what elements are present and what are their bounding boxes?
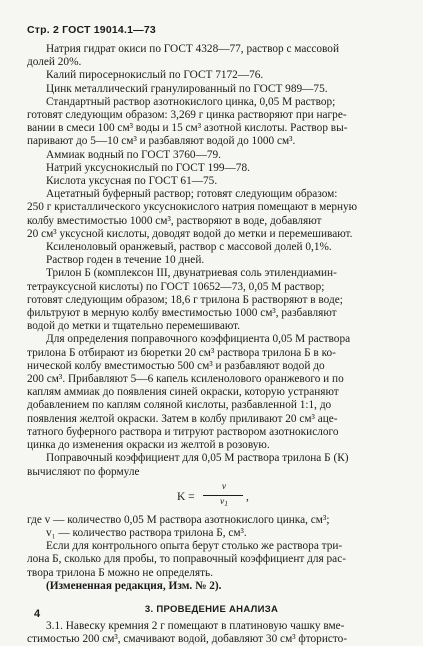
- control-line: лона Б, сколько для пробы, то поправочный коэффициент для рас-: [27, 553, 346, 566]
- reagent-line: долей 20%.: [27, 56, 82, 69]
- correction-line: вычисляют по формуле: [27, 465, 140, 478]
- formula-comma: ,: [246, 490, 249, 503]
- control-line: Если для контрольного опыта берут столько же раствора три-: [46, 540, 343, 553]
- reagent-line: Ксиленоловый оранжевый, раствор с массовой долей 0,1%.: [46, 241, 332, 254]
- formula-denominator: [215, 497, 233, 508]
- control-line: твора трилона Б можно не определять.: [27, 566, 214, 579]
- reagent-line: вании в смеси 100 см³ воды и 15 см³ азотной кислоты. Раствор вы-: [27, 122, 348, 135]
- reagent-line: колбу вместимостью 1000 см³, растворяют в воде, добавляют: [27, 214, 322, 227]
- coefficient-formula: [27, 482, 396, 512]
- correction-line: появления желтой окраски. Затем в колбу приливают 20 см³ аце-: [27, 412, 338, 425]
- formula-lhs: K =: [177, 490, 195, 503]
- reagent-line: фильтруют в мерную колбу вместимостью 1000 см³, разбавляют: [27, 307, 337, 320]
- reagent-line: паривают до 5—10 см³ и разбавляют водой до 1000 см³.: [27, 135, 296, 148]
- reagent-line: 250 г кристаллического уксуснокислого натрия помещают в мерную: [27, 201, 358, 214]
- reagent-line: Калий пиросернокислый по ГОСТ 7172—76.: [46, 69, 264, 82]
- amendment-note: (Измененная редакция, Изм. № 2).: [46, 579, 222, 592]
- running-header: Стр. 2 ГОСТ 19014.1—73: [27, 24, 156, 36]
- reagent-line: тетрауксусной кислоты) по ГОСТ 10652—73, 0,05 М раствор;: [27, 280, 325, 293]
- reagent-line: готовят следующим образом: 3,269 г цинка растворяют при нагре-: [27, 109, 347, 122]
- analysis-line: стимостью 200 см³, смачивают водой, добавляют 30 см³ фтористо-: [27, 633, 348, 646]
- correction-line: Для определения поправочного коэффициента 0,05 М раствора: [46, 333, 351, 346]
- reagent-line: Стандартный раствор азотнокислого цинка, 0,05 М раствор;: [46, 95, 336, 108]
- analysis-line: 3.1. Навеску кремния 2 г помещают в платиновую чашку вме-: [46, 619, 345, 632]
- formula-denominator-symbol: v: [220, 496, 225, 507]
- reagent-line: Ацетатный буферный раствор; готовят следующим образом:: [46, 188, 338, 201]
- correction-line: цинка до изменения окраски из желтой в розовую.: [27, 439, 270, 452]
- correction-line: каплям аммиак до появления синей окраски, которую устраняют: [27, 386, 339, 399]
- correction-line: нической колбу вместимостью 500 см³ и разбавляют водой до: [27, 359, 325, 372]
- reagent-line: Аммиак водный по ГОСТ 3760—79.: [46, 148, 221, 161]
- page-number: 4: [34, 608, 41, 620]
- formula-numerator: v: [221, 481, 227, 492]
- reagent-line: Натрий уксуснокислый по ГОСТ 199—78.: [46, 161, 250, 174]
- where-line: v₁ — количество раствора трилона Б, см³.: [46, 526, 247, 539]
- section-heading: 3. ПРОВЕДЕНИЕ АНАЛИЗА: [144, 603, 279, 615]
- where-line: где v — количество 0,05 М раствора азотнокислого цинка, см³;: [27, 513, 330, 526]
- fraction-bar: [203, 495, 243, 496]
- reagent-line: готовят следующим образом; 18,6 г трилона Б растворяют в воде;: [27, 293, 343, 306]
- document-body: [27, 43, 396, 646]
- correction-line: Поправочный коэффициент для 0,05 М раствора трилона Б (К): [46, 452, 349, 465]
- reagent-line: Раствор годен в течение 10 дней.: [46, 254, 205, 267]
- correction-line: добавлением по каплям соляной кислоты, разбавленной 1:1, до: [27, 399, 332, 412]
- reagent-line: Кислота уксусная по ГОСТ 61—75.: [46, 175, 218, 188]
- correction-line: трилона Б отбирают из бюретки 20 см³ раствора трилона Б в ко-: [27, 346, 336, 359]
- correction-line: 200 см³. Прибавляют 5—6 капель ксиленолового оранжевого и по: [27, 373, 344, 386]
- formula-denominator-subscript: 1: [224, 498, 228, 508]
- reagent-line: Цинк металлический гранулированный по ГОСТ 989—75.: [46, 82, 328, 95]
- reagent-line: 20 см³ уксусной кислоты, доводят водой до метки и перемешивают.: [27, 227, 353, 240]
- reagent-line: водой до метки и тщательно перемешивают.: [27, 320, 241, 333]
- reagent-line: Трилон Б (комплексон III, двунатриевая соль этилендиамин-: [46, 267, 337, 280]
- reagent-line: Натрия гидрат окиси по ГОСТ 4328—77, раствор с массовой: [46, 43, 339, 55]
- correction-line: татного буферного раствора и титруют раствором азотнокислого: [27, 425, 339, 438]
